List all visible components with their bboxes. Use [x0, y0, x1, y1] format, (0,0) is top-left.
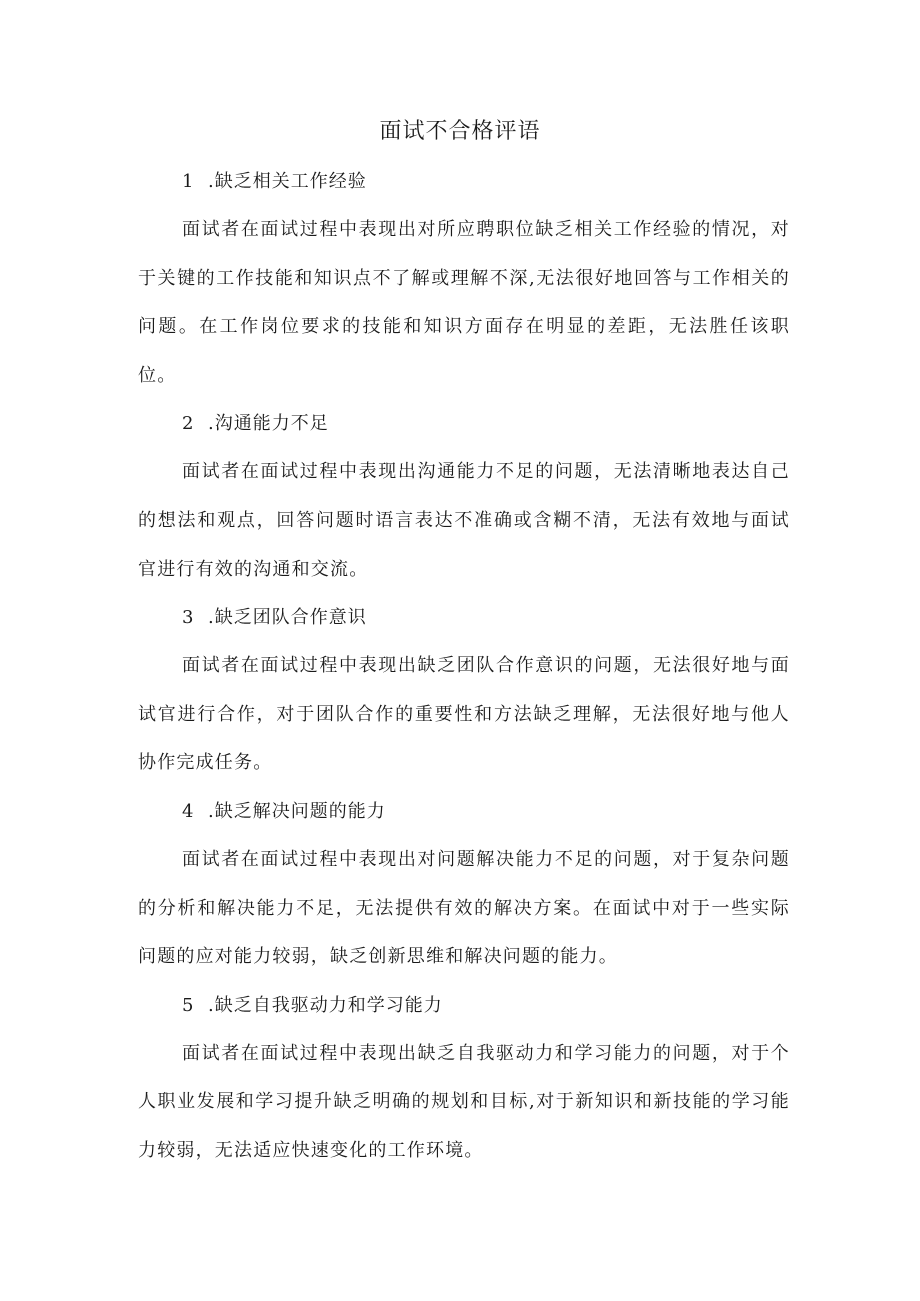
section-paragraph: 面试者在面试过程中表现出缺乏团队合作意识的问题，无法很好地与面试官进行合作，对于团队合作的重要性和方法缺乏理解，无法很好地与他人协作完成任务。	[138, 655, 790, 774]
section-5	[138, 982, 790, 1176]
section-heading-text: .缺乏自我驱动力和学习能力	[208, 994, 443, 1016]
section-heading-text: .缺乏解决问题的能力	[208, 800, 386, 822]
section-number: 2	[182, 413, 195, 435]
section-2	[138, 400, 790, 594]
section-heading	[138, 982, 790, 1030]
section-1	[138, 158, 790, 400]
section-number: 4	[182, 800, 195, 822]
section-paragraph: 面试者在面试过程中表现出缺乏自我驱动力和学习能力的问题，对于个人职业发展和学习提升缺乏明确的规划和目标,对于新知识和新技能的学习能力较弱，无法适应快速变化的工作环境。	[138, 1042, 790, 1161]
section-heading-text: .缺乏相关工作经验	[208, 171, 367, 192]
document-body	[138, 158, 790, 1176]
section-heading-text: .缺乏团队合作意识	[208, 607, 367, 629]
section-number: 1	[182, 171, 195, 192]
section-paragraph: 面试者在面试过程中表现出对问题解决能力不足的问题，对于复杂问题的分析和解决能力不足，无法提供有效的解决方案。在面试中对于一些实际问题的应对能力较弱，缺乏创新思维和解决问题的能力。	[138, 848, 790, 968]
document-title: 面试不合格评语	[379, 119, 541, 144]
section-paragraph: 面试者在面试过程中表现出沟通能力不足的问题，无法清晰地表达自己的想法和观点，回答问题时语言表达不准确或含糊不清，无法有效地与面试官进行有效的沟通和交流。	[138, 461, 790, 580]
section-heading	[138, 400, 790, 448]
section-number: 3	[182, 607, 195, 629]
section-heading	[138, 158, 790, 206]
section-3	[138, 594, 790, 788]
section-heading	[138, 594, 790, 642]
section-paragraph: 面试者在面试过程中表现出对所应聘职位缺乏相关工作经验的情况，对于关键的工作技能和知识点不了解或理解不深,无法很好地回答与工作相关的问题。在工作岗位要求的技能和知识方面存在明显的差距，无法胜任该职位。	[138, 219, 790, 386]
section-heading-text: .沟通能力不足	[208, 413, 329, 435]
section-4	[138, 788, 790, 982]
section-heading	[138, 788, 790, 836]
section-number: 5	[182, 994, 195, 1016]
